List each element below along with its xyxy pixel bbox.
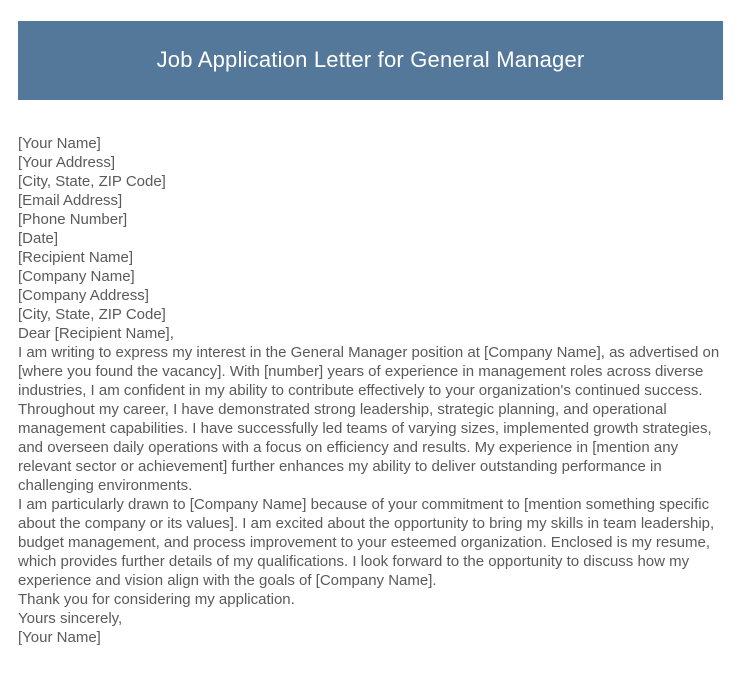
salutation: Dear [Recipient Name],: [18, 325, 174, 342]
recipient-line: [Recipient Name]: [18, 249, 134, 266]
sender-line: [City, State, ZIP Code]: [18, 173, 166, 190]
letter-body: [18, 134, 723, 647]
closing-valediction: Yours sincerely,: [18, 610, 123, 627]
letter-paragraph: Throughout my career, I have demonstrated strong leadership, strategic planning, and operational management capabilities. I have successfully led teams of varying sizes, implemented growth strategies, and overseen daily operations with a focus on efficiency and results. My experience in [mention any relevant sector or achievement] further enhances my ability to deliver outstanding performance in challenging environments.: [18, 401, 712, 494]
sender-line: [Your Name]: [18, 135, 101, 152]
recipient-line: [Company Name]: [18, 268, 135, 285]
sender-line: [Your Address]: [18, 154, 116, 171]
sender-line: [Email Address]: [18, 192, 123, 209]
letter-paragraph: I am particularly drawn to [Company Name] because of your commitment to [mention something specific about the company or its values]. I am excited about the opportunity to bring my skills in team leadership, budget management, and process improvement to your esteemed organization. Enclosed is my resume, which provides further details of my qualifications. I look forward to the opportunity to discuss how my experience and vision align with the goals of [Company Name].: [18, 496, 715, 589]
closing-thanks: Thank you for considering my application.: [18, 591, 295, 608]
page-title: Job Application Letter for General Manager: [156, 47, 585, 73]
letter-paragraph: I am writing to express my interest in the General Manager position at [Company Name], as advertised on [where you found the vacancy]. With [number] years of experience in management roles across diverse industries, I am confident in my ability to contribute effectively to your organization's continued success.: [18, 344, 720, 399]
sender-address-block: [18, 134, 723, 248]
recipient-address-block: [18, 248, 723, 324]
recipient-line: [Company Address]: [18, 287, 149, 304]
letter-header-banner: [18, 21, 723, 100]
sender-line: [Date]: [18, 230, 59, 247]
sender-line: [Phone Number]: [18, 211, 128, 228]
closing-signature: [Your Name]: [18, 629, 101, 646]
recipient-line: [City, State, ZIP Code]: [18, 306, 166, 323]
